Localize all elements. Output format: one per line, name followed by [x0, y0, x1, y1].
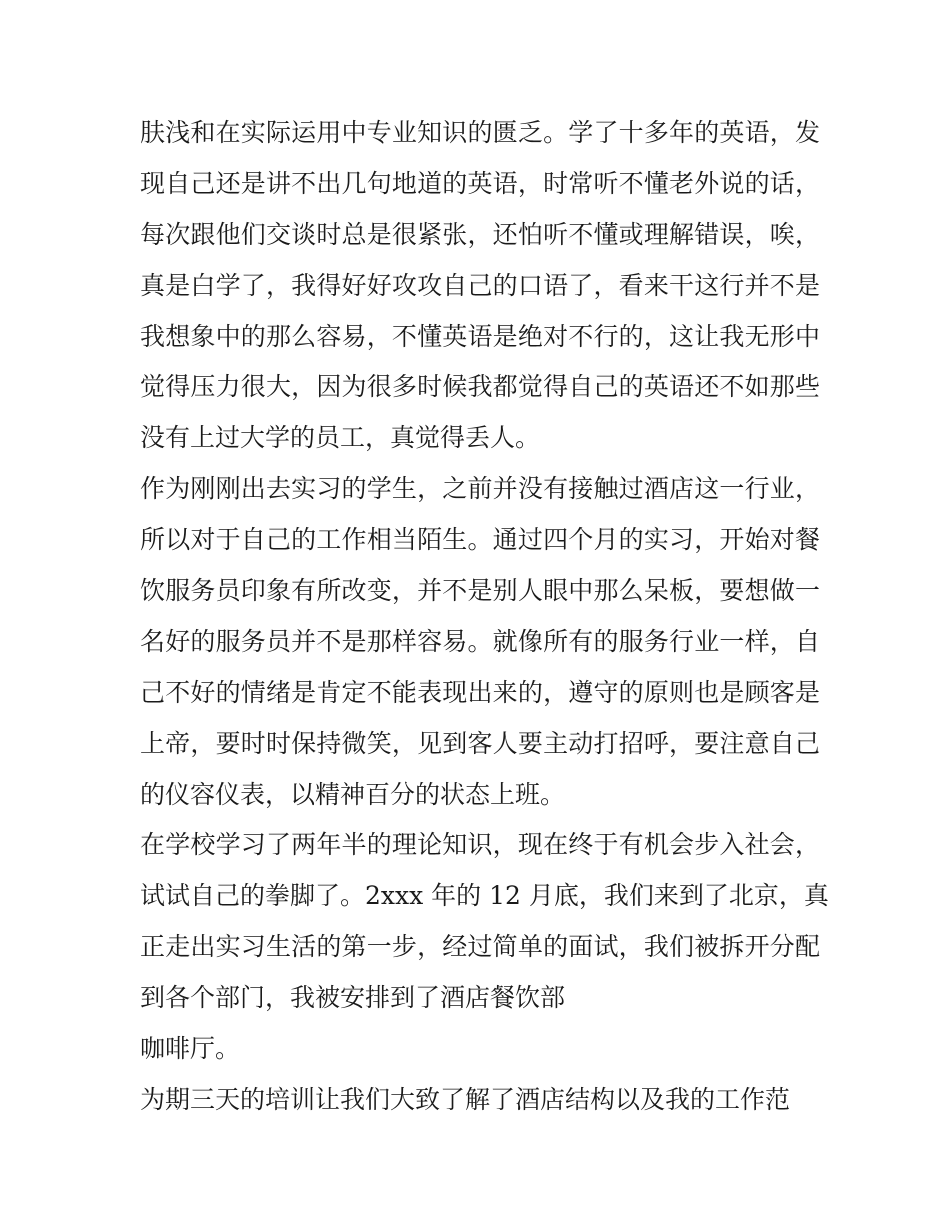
body-text	[140, 108, 829, 1126]
text-line: 己不好的情绪是肯定不能表现出来的，遵守的原则也是顾客是	[140, 677, 820, 707]
text-line: 到各个部门，我被安排到了酒店餐饮部	[140, 983, 566, 1013]
text-line: 咖啡厅。	[140, 1034, 241, 1064]
text-line: 名好的服务员并不是那样容易。就像所有的服务行业一样，自	[140, 626, 820, 656]
text-line: 为期三天的培训让我们大致了解了酒店结构以及我的工作范	[140, 1084, 791, 1114]
text-line: 上帝，要时时保持微笑，见到客人要主动打招呼，要注意自己	[140, 728, 820, 758]
text-line: 我想象中的那么容易，不懂英语是绝对不行的，这让我无形中	[140, 321, 820, 351]
text-line: 所以对于自己的工作相当陌生。通过四个月的实习，开始对餐	[140, 525, 820, 555]
text-line: 肤浅和在实际运用中专业知识的匮乏。学了十多年的英语，发	[140, 118, 820, 147]
text-line: 觉得压力很大，因为很多时候我都觉得自己的英语还不如那些	[140, 372, 820, 402]
text-line: 真是白学了，我得好好攻攻自己的口语了，看来干这行并不是	[140, 270, 820, 300]
text-line: 现自己还是讲不出几句地道的英语，时常听不懂老外说的话，	[140, 168, 820, 198]
text-line: 正走出实习生活的第一步，经过简单的面试，我们被拆开分配	[140, 932, 820, 962]
text-line: 在学校学习了两年半的理论知识，现在终于有机会步入社会，	[140, 830, 820, 860]
text-line: 没有上过大学的员工，真觉得丢人。	[140, 423, 541, 453]
text-line: 的仪容仪表，以精神百分的状态上班。	[140, 779, 566, 809]
text-line: 每次跟他们交谈时总是很紧张，还怕听不懂或理解错误，唉，	[140, 219, 820, 249]
text-line: 试试自己的拳脚了。2xxx 年的 12 月底，我们来到了北京，真	[140, 881, 829, 911]
text-line: 饮服务员印象有所改变，并不是别人眼中那么呆板，要想做一	[140, 576, 820, 606]
text-line: 作为刚刚出去实习的学生，之前并没有接触过酒店这一行业，	[140, 474, 820, 504]
